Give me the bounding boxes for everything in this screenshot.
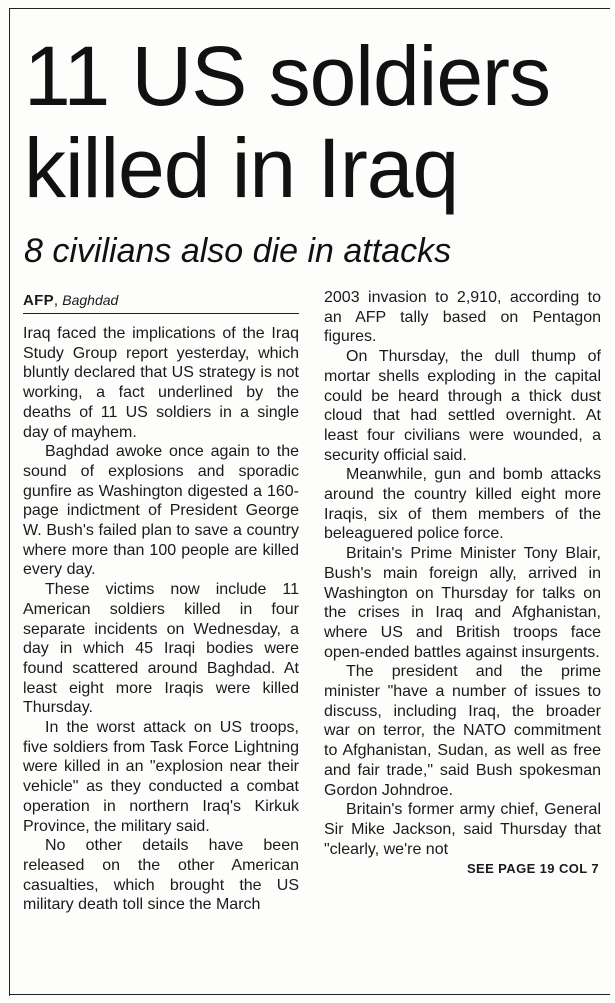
byline-dateline: Baghdad	[62, 292, 119, 308]
body-paragraph: On Thursday, the dull thump of mortar shells exploding in the capital could be heard through a thick dust cloud that had settled overnight. At least four civilians were wounded, a security official said.	[324, 348, 601, 464]
body-paragraph: No other details have been released on the other American casualties, which brought the US military death toll since the March	[23, 837, 299, 914]
headline-line-1: 11 US soldiers	[24, 29, 551, 123]
body-paragraph: The president and the prime minister "have a number of issues to discuss, including Iraq, the broader war on terror, the NATO commitment to Afghanistan, Sudan, as well as free and fair trade," said Bush spokesman Gordon Johndroe.	[324, 663, 601, 799]
byline-agency: AFP	[23, 292, 54, 309]
body-paragraph: These victims now include 11 American soldiers killed in four separate incidents on Wednesday, a day in which 45 Iraqi bodies were found scattered around Baghdad. At least eight more Iraqis were killed Thursday.	[23, 581, 299, 717]
bottom-border-rule	[10, 994, 610, 995]
article-column-2	[324, 288, 601, 879]
body-paragraph: In the worst attack on US troops, five soldiers from Task Force Lightning were killed in an "explosion near their vehicle" as they conducted a combat operation in northern Iraq's Kirkuk Province, the military said.	[23, 719, 299, 835]
subheadline: 8 civilians also die in attacks	[24, 232, 452, 270]
body-paragraph: Baghdad awoke once again to the sound of explosions and sporadic gunfire as Washington digested a 160-page indictment of President George W. Bush's failed plan to save a country where more than 100 people are killed every day.	[23, 443, 299, 579]
byline-separator: ,	[53, 292, 59, 309]
continuation-jump-line: SEE PAGE 19 COL 7	[466, 861, 599, 877]
headline-line-2: killed in Iraq	[24, 121, 459, 215]
left-border-rule	[9, 8, 10, 996]
headline	[24, 30, 609, 214]
body-paragraph: Britain's Prime Minister Tony Blair, Bush's main foreign ally, arrived in Washington on Thursday for talks on the crises in Iraq and Afghanistan, where US and British troops face open-ended battles against insurgents.	[324, 545, 601, 661]
body-paragraph: Meanwhile, gun and bomb attacks around the country killed eight more Iraqis, six of them members of the beleaguered police force.	[324, 466, 601, 543]
body-paragraph: 2003 invasion to 2,910, according to an AFP tally based on Pentagon figures.	[324, 289, 601, 346]
top-border-rule	[10, 8, 610, 9]
article-column-1	[23, 288, 299, 915]
body-paragraph: Iraq faced the implications of the Iraq Study Group report yesterday, which bluntly declared that US strategy is not working, a fact underlined by the deaths of 11 US soldiers in a single day of mayhem.	[23, 325, 299, 441]
body-paragraph: Britain's former army chief, General Sir Mike Jackson, said Thursday that "clearly, we're not	[324, 801, 601, 858]
byline	[23, 288, 299, 314]
